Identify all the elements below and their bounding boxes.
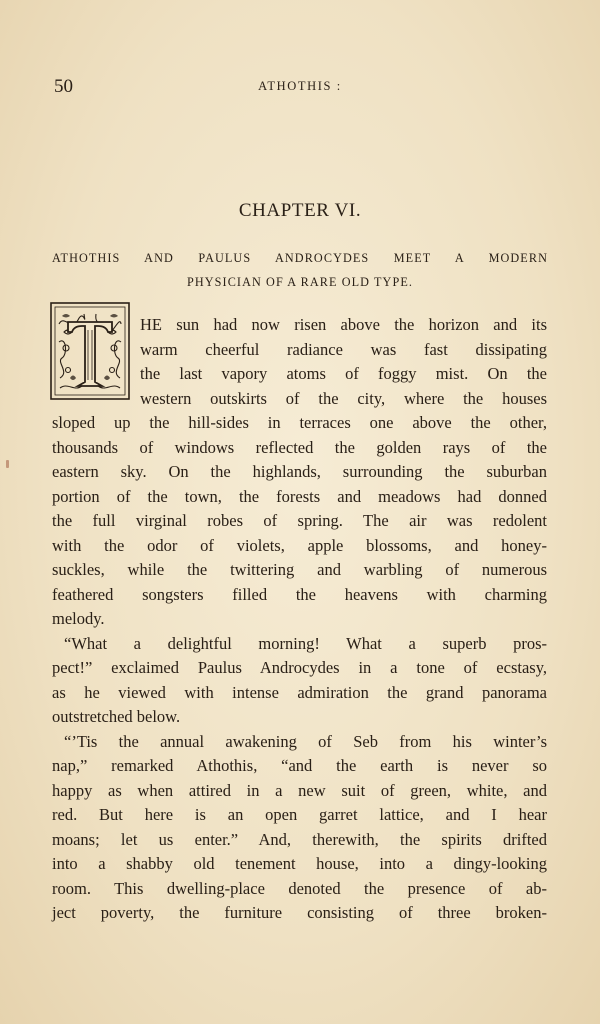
text-line: room. This dwelling-place denoted the presence of ab- bbox=[52, 878, 547, 898]
chapter-title: CHAPTER VI. bbox=[238, 200, 362, 221]
text-line: eastern sky. On the highlands, surrounding the suburban bbox=[52, 462, 547, 481]
text-line: “What a delightful morning! What a superb pros- bbox=[64, 633, 547, 653]
text-line: thousands of windows reflected the golden rays of the bbox=[52, 437, 547, 457]
page-number: 50 bbox=[54, 76, 73, 97]
text-line: with the odor of violets, apple blossoms, and honey- bbox=[52, 535, 547, 555]
text-line: into a shabby old tenement house, into a dingy-looking bbox=[52, 854, 547, 873]
text-line: red. But here is an open garret lattice, and I hear bbox=[52, 805, 547, 824]
text-line: HE sun had now risen above the horizon and its bbox=[140, 315, 547, 334]
text-line: warm cheerful radiance was fast dissipating bbox=[140, 339, 547, 359]
chapter-subtitle bbox=[52, 246, 548, 294]
text-line: the last vapory atoms of foggy mist. On the bbox=[140, 364, 547, 383]
margin-ink-mark bbox=[6, 460, 9, 468]
chapter-subtitle-line-2: PHYSICIAN OF A RARE OLD TYPE. bbox=[186, 275, 414, 289]
text-line: as he viewed with intense admiration the grand panorama bbox=[52, 682, 547, 702]
text-line: melody. bbox=[52, 609, 105, 628]
text-line: suckles, while the twittering and warbling of numerous bbox=[52, 560, 547, 579]
text-line: nap,” remarked Athothis, “and the earth is never so bbox=[52, 756, 547, 775]
text-line: happy as when attired in a new suit of green, white, and bbox=[52, 780, 547, 800]
text-line: portion of the town, the forests and meadows had donned bbox=[52, 486, 547, 506]
text-line: sloped up the hill-sides in terraces one above the other, bbox=[52, 413, 547, 432]
chapter-subtitle-line-1: ATHOTHIS AND PAULUS ANDROCYDES MEET A MODERN bbox=[52, 251, 548, 265]
text-line: pect!” exclaimed Paulus Androcydes in a tone of ecstasy, bbox=[52, 658, 547, 677]
text-line: western outskirts of the city, where the houses bbox=[140, 388, 547, 408]
text-line: ject poverty, the furniture consisting of three broken- bbox=[52, 903, 547, 922]
text-line: the full virginal robes of spring. The air was redolent bbox=[52, 511, 547, 530]
text-line: outstretched below. bbox=[52, 707, 181, 726]
running-title: ATHOTHIS : bbox=[258, 79, 342, 93]
running-head bbox=[54, 76, 546, 98]
body-text bbox=[52, 313, 547, 926]
text-line: feathered songsters filled the heavens with charming bbox=[52, 584, 547, 604]
text-line: “’Tis the annual awakening of Seb from his winter’s bbox=[64, 731, 547, 751]
text-line: moans; let us enter.” And, therewith, the spirits drifted bbox=[52, 829, 547, 849]
